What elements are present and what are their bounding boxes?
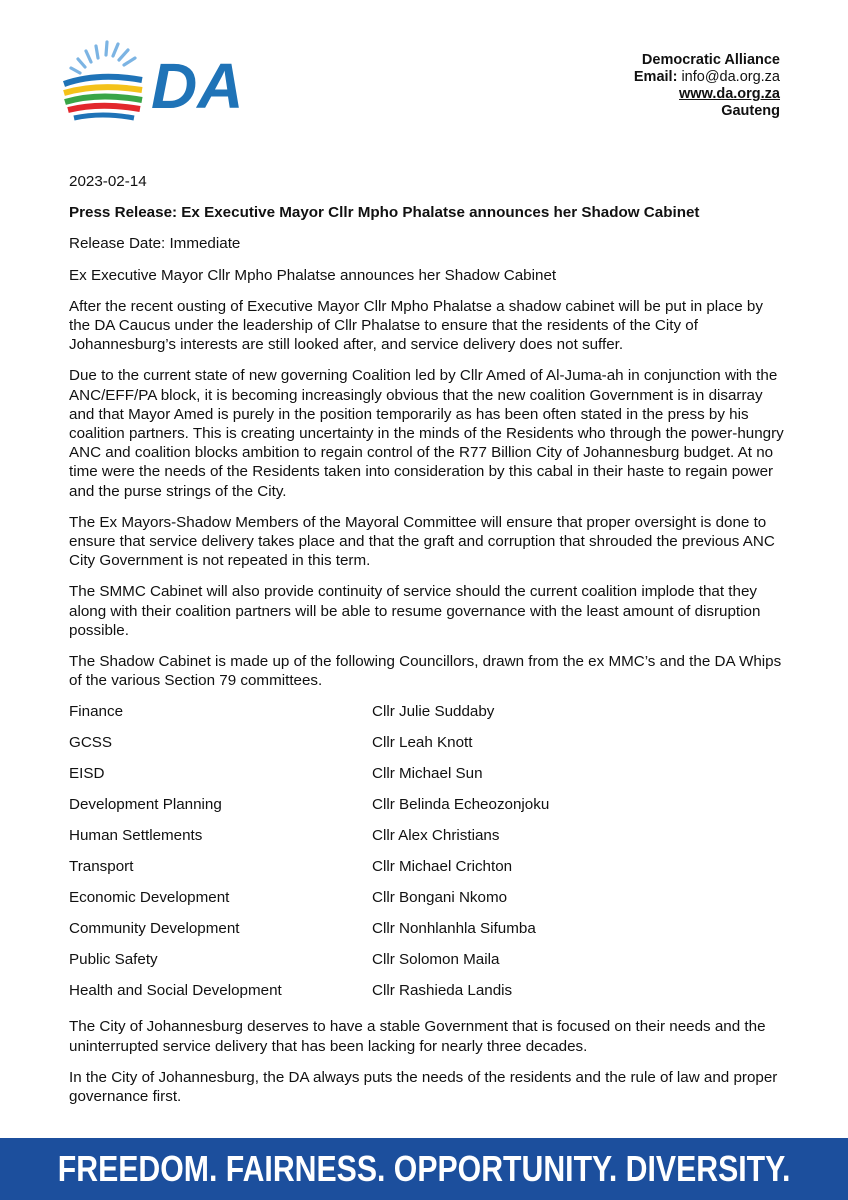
- logo-wordmark: DA: [151, 50, 244, 122]
- cabinet-row: [69, 733, 785, 764]
- release-date: Release Date: Immediate: [69, 235, 241, 253]
- portfolio: Human Settlements: [69, 827, 203, 845]
- website-link[interactable]: www.da.org.za: [679, 86, 780, 102]
- councillor: Cllr Michael Sun: [372, 765, 483, 783]
- closing-paragraph: The City of Johannesburg deserves to have a stable Government that is focused on their needs and the uninterrupted service delivery that has been lacking for nearly three decades.: [69, 1018, 766, 1055]
- councillor: Cllr Belinda Echeozonjoku: [372, 796, 550, 814]
- release-date-stamp: 2023-02-14: [69, 173, 147, 190]
- cabinet-row: [69, 950, 785, 981]
- cabinet-row: [69, 888, 785, 919]
- subtitle: Ex Executive Mayor Cllr Mpho Phalatse announces her Shadow Cabinet: [69, 266, 557, 284]
- press-release-body: [69, 172, 785, 1118]
- cabinet-row: [69, 981, 785, 1005]
- portfolio: Health and Social Development: [69, 982, 282, 1000]
- portfolio: Finance: [69, 703, 124, 721]
- councillor: Cllr Bongani Nkomo: [372, 889, 508, 907]
- portfolio: EISD: [69, 765, 105, 783]
- councillor: Cllr Leah Knott: [372, 734, 473, 752]
- da-logo: [58, 36, 268, 134]
- portfolio: Economic Development: [69, 889, 230, 907]
- councillor: Cllr Julie Suddaby: [372, 703, 495, 721]
- shadow-cabinet-list: [69, 702, 785, 1005]
- contact-block: [634, 52, 780, 120]
- sunburst-icon: [64, 42, 142, 118]
- councillor: Cllr Solomon Maila: [372, 951, 500, 969]
- email-link[interactable]: info@da.org.za: [681, 69, 780, 85]
- portfolio: Development Planning: [69, 796, 222, 814]
- councillor: Cllr Rashieda Landis: [372, 982, 513, 1000]
- press-release-title: Press Release: Ex Executive Mayor Cllr Mpho Phalatse announces her Shadow Cabinet: [69, 204, 700, 222]
- slogan-text: FREEDOM. FAIRNESS. OPPORTUNITY. DIVERSITY.: [57, 1148, 791, 1189]
- cabinet-row: [69, 826, 785, 857]
- portfolio: Public Safety: [69, 951, 158, 969]
- cabinet-row: [69, 764, 785, 795]
- email-line: [634, 69, 780, 86]
- portfolio: Community Development: [69, 920, 240, 938]
- region: Gauteng: [721, 103, 780, 119]
- cabinet-row: [69, 702, 785, 733]
- cabinet-row: [69, 795, 785, 826]
- paragraph: Due to the current state of new governing Coalition led by Cllr Amed of Al-Juma-ah in conjunction with the ANC/EFF/PA block, it is becoming increasingly obvious that the new coalition Government is in disarray and that Mayor Amed is purely in the position temporarily as has been often stated in the press by his coalition partners. This is creating uncertainty in the minds of the Residents who through the power-hungry ANC and coalition blocks ambition to regain control of the R77 Billion City of Johannesburg budget. At no time were the needs of the Residents taken into consideration by this cabal in their haste to regain power and the purse strings of the City.: [69, 367, 784, 500]
- org-name: Democratic Alliance: [641, 52, 780, 68]
- paragraph: The Ex Mayors-Shadow Members of the Mayoral Committee will ensure that proper oversight is done to ensure that service delivery takes place and that the graft and corruption that shrouded the previous ANC City Government is not repeated in this term.: [69, 513, 775, 570]
- slogan-banner: [0, 1138, 848, 1200]
- paragraph: After the recent ousting of Executive Mayor Cllr Mpho Phalatse a shadow cabinet will be put in place by the DA Caucus under the leadership of Cllr Phalatse to ensure that the residents of the City of Johannesburg’s interests are still looked after, and service delivery does not suffer.: [69, 297, 763, 354]
- portfolio: Transport: [69, 858, 134, 876]
- councillor: Cllr Michael Crichton: [372, 858, 513, 876]
- paragraph: The SMMC Cabinet will also provide continuity of service should the current coalition implode that they along with their coalition partners will be able to resume governance with the least amount of disruption possible.: [69, 583, 761, 639]
- email-label: Email:: [633, 69, 678, 85]
- cabinet-row: [69, 857, 785, 888]
- paragraph: The Shadow Cabinet is made up of the following Councillors, drawn from the ex MMC’s and the DA Whips of the various Section 79 committees.: [69, 653, 782, 690]
- portfolio: GCSS: [69, 734, 113, 752]
- councillor: Cllr Nonhlanhla Sifumba: [372, 920, 536, 938]
- cabinet-row: [69, 919, 785, 950]
- councillor: Cllr Alex Christians: [372, 827, 500, 845]
- closing-paragraph: In the City of Johannesburg, the DA always puts the needs of the residents and the rule of law and proper governance first.: [69, 1068, 778, 1106]
